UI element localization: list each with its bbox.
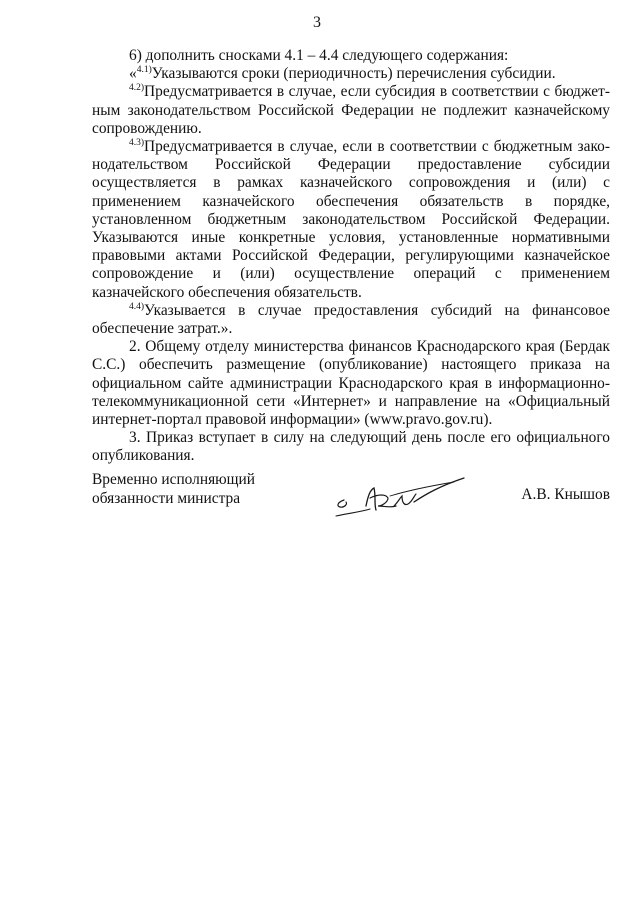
footnote-text: Указывается в случае предоставления субсидий на финансовое обеспечение затрат.». [92,301,610,338]
footnote-4-2 [92,83,610,138]
footnote-marker: 4.3) [129,138,145,149]
footnote-marker: 4.1) [136,65,152,76]
signatory-name: А.В. Кнышов [521,486,610,503]
signatory-title-line-1: Временно исполняющий [92,471,255,488]
signatory-title-line-2: обязанности министра [92,490,241,507]
document-body [92,47,610,466]
page-number: 3 [313,14,321,31]
footnote-text: Предусматривается в случае, если субсидия в соответствии с бюджетным законодательством Российской Федерации не подлежит казначейскому сопровождению. [92,83,610,137]
footnote-4-4 [92,302,610,338]
paragraph-text: 2. Общему отделу министерства финансов Краснодарского края (Бердак С.С.) обеспечить размещение (опубликование) настоящего приказа на официальном сайте администрации Краснодарского края в информационно-телекоммуникационной сети «Интернет» и направление на «Официальный интернет-портал правовой информации» (www.pravo.gov.ru). [92,338,610,429]
footnote-text: Указываются сроки (периодичность) перечисления субсидии. [151,65,556,83]
paragraph-amendment-intro [92,47,610,65]
footnote-marker: 4.4) [129,301,145,312]
handwritten-signature [330,476,470,522]
opening-quote: « [129,65,137,83]
paragraph-text: 6) дополнить сносками 4.1 – 4.4 следующего содержания: [129,47,509,64]
paragraph-item-3 [92,429,610,465]
footnote-text: Предусматривается в случае, если в соответствии с бюджетным законодательством Российской Федерации предоставление субсидии осуществляется в рамках казначейского сопровождения и (или) с применением казначейского обеспечения обязательств в порядке, установленном бюджетным законодательством Российской Федерации. Указываются иные конкретные условия, установленные нормативными правовыми актами Российской Федерации, регулирующими казначейское сопровождение и (или) осуществление операций с применением казначейского обеспечения обязательств. [92,138,610,301]
footnote-4-1 [92,65,610,83]
footnote-marker: 4.2) [129,83,145,94]
signatory-title [92,470,312,508]
paragraph-item-2 [92,338,610,429]
footnote-4-3 [92,138,610,302]
paragraph-text: 3. Приказ вступает в силу на следующий день после его официального опубликования. [92,429,610,465]
